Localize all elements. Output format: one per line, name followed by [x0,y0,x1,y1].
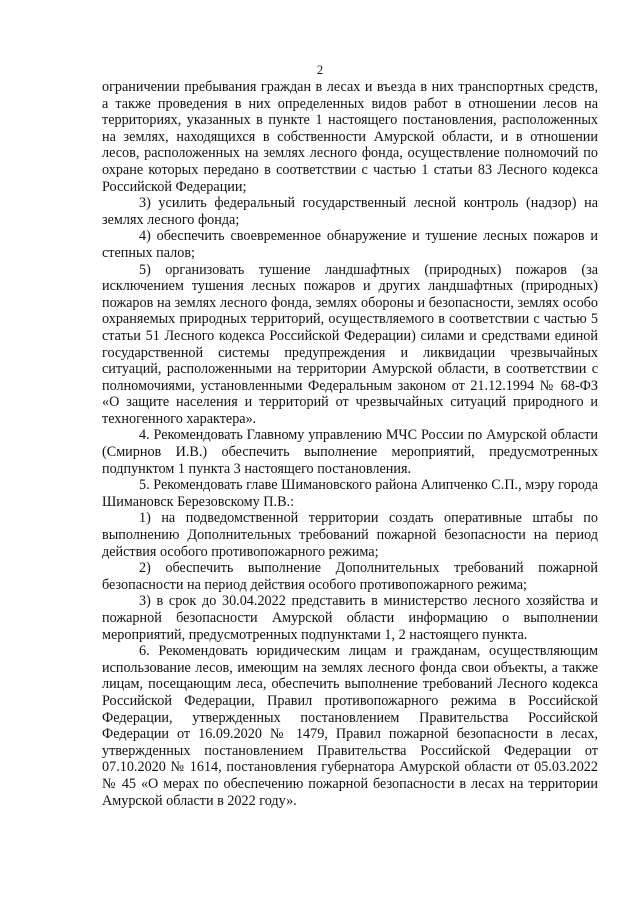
page-number: 2 [316,63,324,77]
paragraph-point-5: 5. Рекомендовать главе Шимановского района Алипченко С.П., мэру города Шимановск Березовскому П.В.: [102,477,598,510]
paragraph-point-6: 6. Рекомендовать юридическим лицам и гражданам, осуществляющим использование лесов, имеющим на землях лесного фонда свои объекты, а также лицам, посещающим леса, обеспечить выполнение требований Лесного кодекса Российской Федерации, Правил противопожарного режима в Российской Федерации, утвержденных постановлением Правительства Российской Федерации от 16.09.2020 № 1479, Правил пожарной безопасности в лесах, утвержденных постановлением Правительства Российской Федерации от 07.10.2020 № 1614, постановления губернатора Амурской области от 05.03.2022 № 45 «О мерах по обеспечению пожарной безопасности в лесах на территории Амурской области в 2022 году». [102,643,598,809]
paragraph-item-3-3: 3) усилить федеральный государственный лесной контроль (надзор) на землях лесного фонда; [102,195,598,228]
paragraph-continuation: ограничении пребывания граждан в лесах и въезда в них транспортных средств, а также проведения в них определенных видов работ в отношении лесов на территориях, указанных в пункте 1 настоящего постановления, расположенных на землях, находящихся в собственности Амурской области, и в отношении лесов, расположенных на землях лесного фонда, осуществление полномочий по охране которых передано в соответствии с частью 1 статьи 83 Лесного кодекса Российской Федерации; [102,79,598,195]
paragraph-item-5-2: 2) обеспечить выполнение Дополнительных требований пожарной безопасности на период действия особого противопожарного режима; [102,560,598,593]
document-body [102,79,598,809]
paragraph-item-5-3: 3) в срок до 30.04.2022 представить в министерство лесного хозяйства и пожарной безопасности Амурской области информацию о выполнении мероприятий, предусмотренных подпунктами 1, 2 настоящего пункта. [102,593,598,643]
paragraph-point-4: 4. Рекомендовать Главному управлению МЧС России по Амурской области (Смирнов И.В.) обеспечить выполнение мероприятий, предусмотренных подпунктом 1 пункта 3 настоящего постановления. [102,427,598,477]
paragraph-item-3-4: 4) обеспечить своевременное обнаружение и тушение лесных пожаров и степных палов; [102,228,598,261]
paragraph-item-3-5: 5) организовать тушение ландшафтных (природных) пожаров (за исключением тушения лесных пожаров и других ландшафтных (природных) пожаров на землях лесного фонда, землях обороны и безопасности, землях особо охраняемых природных территорий, осуществляемого в соответствии с частью 5 статьи 51 Лесного кодекса Российской Федерации) силами и средствами единой государственной системы предупреждения и ликвидации чрезвычайных ситуаций, расположенными на территории Амурской области, в соответствии с полномочиями, установленными Федеральным законом от 21.12.1994 № 68-ФЗ «О защите населения и территорий от чрезвычайных ситуаций природного и техногенного характера». [102,261,598,427]
paragraph-item-5-1: 1) на подведомственной территории создать оперативные штабы по выполнению Дополнительных требований пожарной безопасности на период действия особого противопожарного режима; [102,510,598,560]
